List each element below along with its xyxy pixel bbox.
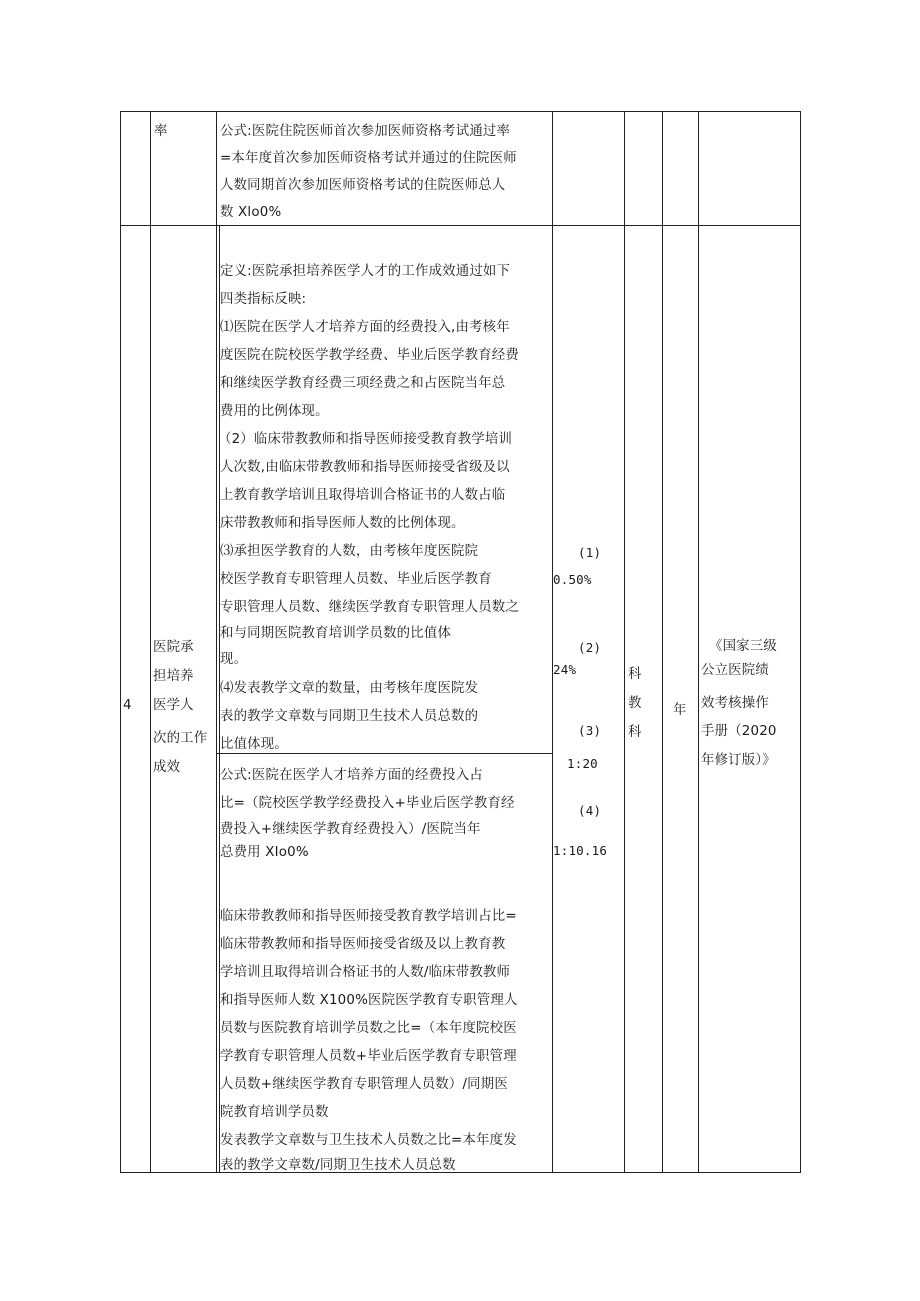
department-char: 教 (628, 696, 642, 711)
formula-line: 临床带教教师和指导医师接受省级及以上教育教 (220, 937, 506, 952)
definition-line: 人次数,由临床带教教师和指导医师接受省级及以 (220, 460, 510, 475)
formula-line: 学培训且取得培训合格证书的人数/临床带教教师 (220, 965, 511, 980)
definition-line: 定义:医院承担培养医学人才的工作成效通过如下 (220, 264, 511, 279)
definition-line: 费用的比例体现。 (220, 404, 329, 419)
row1-indicator: 率 (154, 124, 168, 139)
indicator-line: 成效 (153, 760, 181, 775)
value-label: (2) (578, 640, 602, 655)
col-border (216, 111, 217, 1173)
source-line: 《国家三级 (709, 639, 777, 654)
col-border (662, 111, 663, 1173)
formula-line: 比=（院校医学教学经费投入+毕业后医学教育经 (220, 796, 515, 811)
formula-line: =本年度首次参加医师资格考试并通过的住院医师 (220, 151, 517, 166)
col-border (624, 111, 625, 1173)
definition-line: 专职管理人员数、继续医学教育专职管理人员数之 (220, 600, 519, 615)
definition-line: 度医院在院校医学教学经费、毕业后医学教育经费 (220, 348, 519, 363)
formula-line: 数 Xlo0% (220, 205, 282, 220)
col-border (698, 111, 699, 1173)
formula-line: 院教育培训学员数 (220, 1105, 329, 1120)
formula-line: 公式:医院住院医师首次参加医师资格考试通过率 (220, 124, 511, 139)
source-line: 手册（2020 (701, 724, 777, 739)
formula-line: 公式:医院在医学人才培养方面的经费投入占 (220, 768, 483, 783)
formula-line: 费投入+继续医学教育经费投入）/医院当年 (220, 822, 481, 837)
definition-line: ⑷发表教学文章的数量，由考核年度医院发 (220, 681, 479, 696)
value-2: 24% (553, 662, 577, 677)
col-border (800, 111, 801, 1173)
col-border (120, 111, 121, 1173)
row2-frequency: 年 (673, 703, 687, 718)
formula-line: 和指导医师人数 X100%医院医学教育专职管理人 (220, 993, 518, 1008)
value-label: (4) (578, 803, 602, 818)
col-border (150, 111, 151, 1173)
value-1: 0.50% (553, 572, 592, 587)
definition-line: 床带教教师和指导医师人数的比例体现。 (220, 516, 465, 531)
value-4: 1:10.16 (553, 843, 608, 858)
definition-line: ⑶承担医学教育的人数，由考核年度医院院 (220, 544, 479, 559)
formula-line: 人数同期首次参加医师资格考试的住院医师总人 (220, 178, 506, 193)
indicator-line: 医学人 (153, 698, 194, 713)
formula-line: 发表教学文章数与卫生技术人员数之比=本年度发 (220, 1133, 517, 1148)
definition-line: 上教育教学培训且取得培训合格证书的人数占临 (220, 488, 506, 503)
value-label: (1) (578, 545, 602, 560)
value-3-cut: 1:20 (567, 756, 598, 771)
indicator-line: 担培养 (153, 669, 194, 684)
formula-line: 员数与医院教育培训学员数之比=（本年度院校医 (220, 1021, 517, 1036)
formula-line: 人员数+继续医学教育专职管理人员数）/同期医 (220, 1077, 508, 1092)
definition-line-cut: 和与同期医院教育培训学员数的比值体 (220, 626, 452, 641)
definition-line: 比值体现。 (220, 737, 288, 752)
indicator-line: 医院承 (153, 640, 194, 655)
department-char: 科 (628, 725, 642, 740)
formula-line: 总费用 XIo0% (220, 845, 309, 860)
definition-line: ⑴医院在医学人才培养方面的经费投入,由考核年 (220, 320, 510, 335)
definition-line: 四类指标反映: (220, 292, 307, 307)
indicator-line: 次的工作 (153, 731, 208, 746)
definition-line: 校医学教育专职管理人员数、毕业后医学教育 (220, 572, 492, 587)
formula-line: 临床带教教师和指导医师接受教育教学培训占比= (220, 909, 517, 924)
definition-line: 现。 (220, 652, 248, 667)
formula-line: 表的教学文章数/同期卫生技术人员总数 (220, 1158, 456, 1173)
row2-number: 4 (123, 698, 132, 713)
formula-line: 学教育专职管理人员数+毕业后医学教育专职管理 (220, 1049, 517, 1064)
source-line: 年修订版）》 (701, 753, 776, 768)
definition-line: （2）临床带教教师和指导医师接受教育教学培训 (218, 432, 513, 447)
source-line: 效考核操作 (701, 696, 769, 711)
source-line: 公立医院绩 (701, 663, 769, 678)
definition-line: 表的教学文章数与同期卫生技术人员总数的 (220, 709, 479, 724)
col-border (552, 111, 553, 1173)
definition-line: 和继续医学教育经费三项经费之和占医院当年总 (220, 376, 506, 391)
value-label: (3) (578, 723, 602, 738)
department-char: 科 (628, 667, 642, 682)
